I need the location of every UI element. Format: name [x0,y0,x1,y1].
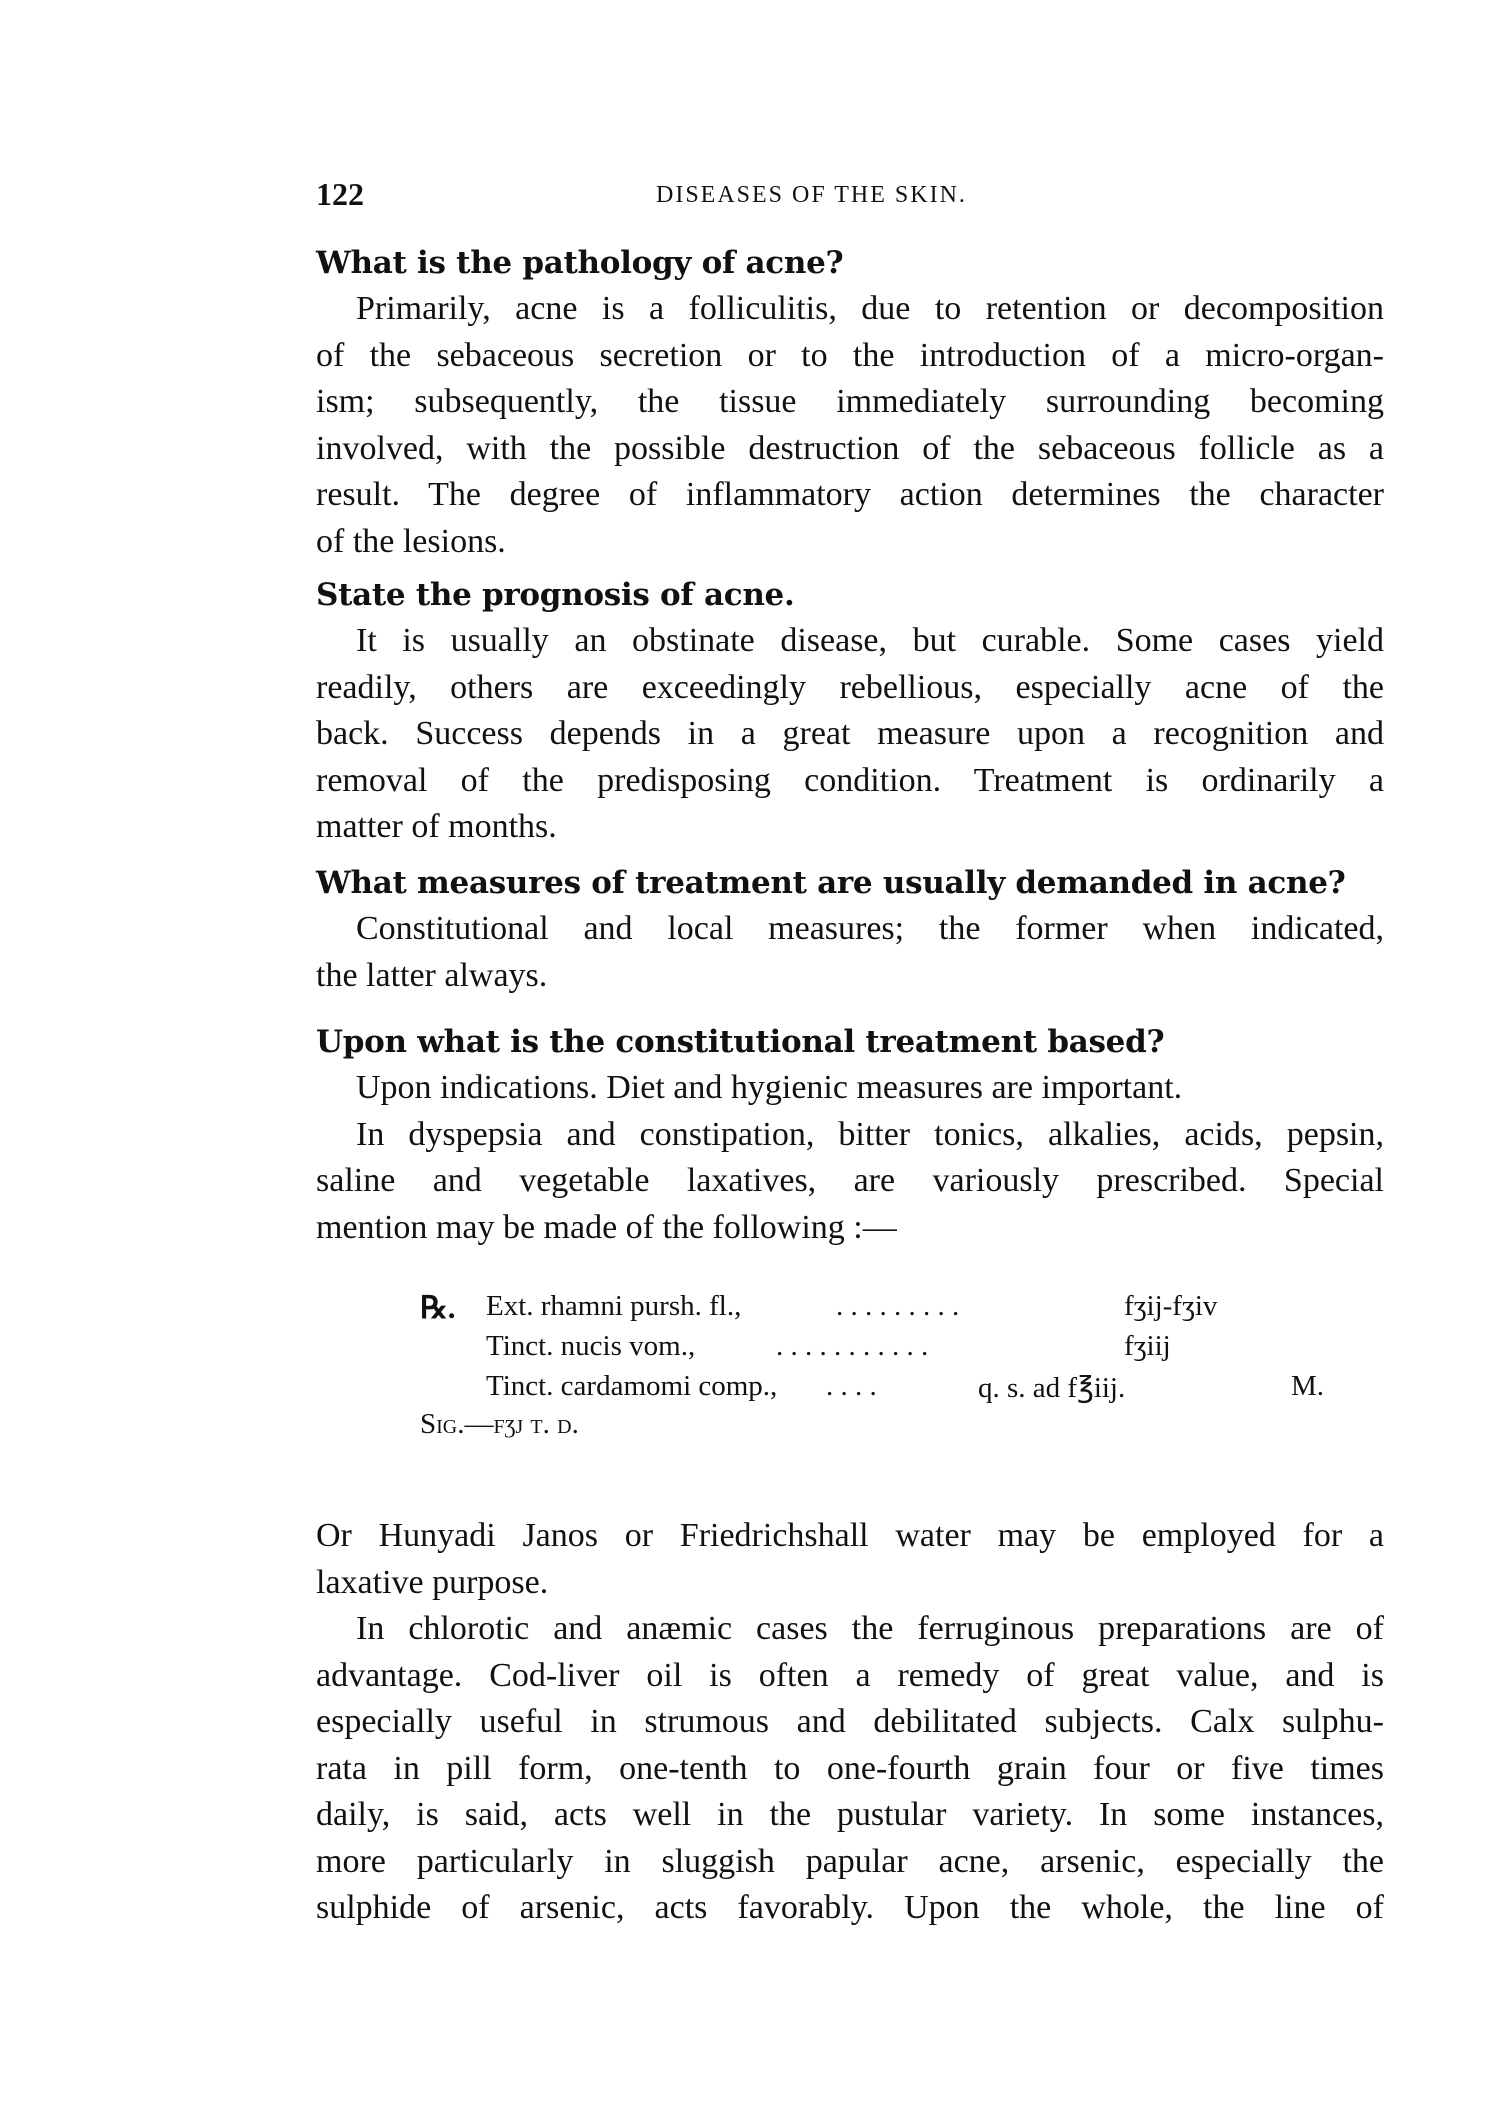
page-header [316,176,1384,216]
text-line: laxative purpose. [316,1563,549,1601]
text-line: advantage. Cod-liver oil is often a remedy of great value, and is [316,1656,1384,1694]
text-line: readily, others are exceedingly rebellious, especially acne of the [316,668,1384,706]
rx-signa: Sig.—fʒj t. d. [420,1408,579,1440]
section-pathology [316,240,1384,565]
text-line: rata in pill form, one-tenth to one-fourth grain four or five times [316,1749,1384,1787]
text-line: involved, with the possible destruction of the sebaceous follicle as a [316,429,1384,467]
text-line: mention may be made of the following :— [316,1208,897,1246]
question-heading: What measures of treatment are usually demanded in acne? [316,865,1346,901]
rx-dots: . . . . . . . . . [836,1290,960,1322]
section-prognosis [316,572,1384,851]
page-number: 122 [316,176,364,212]
text-line: of the lesions. [316,522,506,560]
section-constitutional-treatment [316,1019,1384,1251]
text-line: back. Success depends in a great measure upon a recognition and [316,715,1384,752]
text-line: result. The degree of inflammatory action determines the character [316,476,1384,513]
text-line: In chlorotic and anæmic cases the ferruginous preparations are of [356,1610,1384,1647]
text-line: matter of months. [316,808,557,845]
text-line: Constitutional and local measures; the former when indicated, [356,910,1384,947]
question-heading: Upon what is the constitutional treatment based? [316,1024,1165,1060]
text-line: daily, is said, acts well in the pustular variety. In some instances, [316,1796,1384,1833]
section-treatment-measures [316,860,1384,999]
text-line: It is usually an obstinate disease, but curable. Some cases yield [356,622,1384,659]
text-line: especially useful in strumous and debilitated subjects. Calx sulphu- [316,1703,1384,1740]
rx-dose: q. s. ad f℥iij. [978,1372,1126,1404]
rx-item: Tinct. nucis vom., [486,1330,696,1362]
rx-misce: M. [1291,1370,1325,1402]
rx-item: Ext. rhamni pursh. fl., [486,1290,742,1322]
text-line: removal of the predisposing condition. Treatment is ordinarily a [316,761,1384,799]
prescription [316,1290,1384,1470]
question-heading: State the prognosis of acne. [316,577,795,613]
text-line: Upon indications. Diet and hygienic measures are important. [356,1069,1183,1106]
rx-dots: . . . . . . . . . . . [776,1330,929,1362]
text-line: saline and vegetable laxatives, are variously prescribed. Special [316,1162,1384,1199]
question-heading: What is the pathology of acne? [316,245,844,281]
after-text [316,1513,1384,1932]
rx-dots: . . . . [826,1370,877,1402]
recipe-symbol: ℞. [420,1290,456,1325]
rx-dose: fʒij-fʒiv [1124,1290,1218,1322]
text-line: Or Hunyadi Janos or Friedrichshall water may be employed for a [316,1517,1384,1554]
text-line: In dyspepsia and constipation, bitter tonics, alkalies, acids, pepsin, [356,1115,1384,1153]
running-title: DISEASES OF THE SKIN. [656,182,967,208]
rx-item: Tinct. cardamomi comp., [486,1370,778,1402]
text-line: Primarily, acne is a folliculitis, due to retention or decomposition [356,290,1384,327]
text-line: sulphide of arsenic, acts favorably. Upon the whole, the line of [316,1889,1384,1926]
text-line: ism; subsequently, the tissue immediately surrounding becoming [316,383,1384,420]
rx-dose: fʒiij [1124,1330,1171,1362]
text-line: the latter always. [316,956,548,994]
text-line: of the sebaceous secretion or to the introduction of a micro-organ- [316,336,1384,374]
text-line: more particularly in sluggish papular acne, arsenic, especially the [316,1842,1384,1880]
